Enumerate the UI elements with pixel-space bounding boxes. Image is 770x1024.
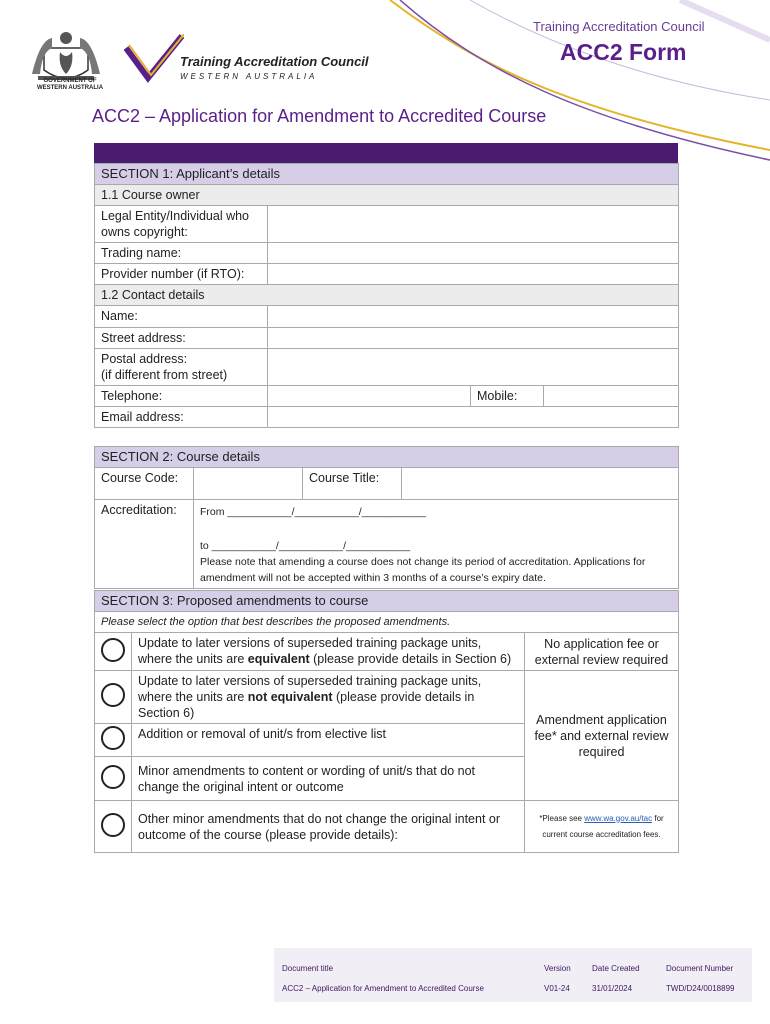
tac-checkmark-logo xyxy=(124,34,184,84)
option4-text: Minor amendments to content or wording of unit/s that do not change the original intent or outcome xyxy=(132,757,525,801)
accreditation-note: Please note that amending a course does not change its period of accreditation. Applications for amendment will not be accepted within 3 months of a course’s expiry date. xyxy=(200,556,646,584)
accreditation-label: Accreditation: xyxy=(95,500,194,589)
mobile-label: Mobile: xyxy=(471,386,544,407)
fee-note: *Please see www.wa.gov.au/tac for current course accreditation fees. xyxy=(525,801,679,853)
postal-address-field[interactable] xyxy=(268,349,679,386)
section1-table xyxy=(94,163,679,428)
course-title-field[interactable] xyxy=(402,468,679,500)
postal-address-note: (if different from street) xyxy=(101,368,228,382)
footer-created-header: Date Created xyxy=(592,964,640,973)
option4-cell xyxy=(95,757,132,801)
fee-no-review: No application fee or external review required xyxy=(525,633,679,671)
trading-name-label: Trading name: xyxy=(95,243,268,264)
footer-number: TWD/D24/0018899 xyxy=(666,984,735,993)
option1-radio[interactable] xyxy=(101,638,125,662)
course-owner-heading: 1.1 Course owner xyxy=(95,185,679,206)
document-footer xyxy=(274,948,752,1002)
email-field[interactable] xyxy=(268,407,679,428)
section2-heading: SECTION 2: Course details xyxy=(95,447,679,468)
footer-created: 31/01/2024 xyxy=(592,984,633,993)
section3-table xyxy=(94,590,679,853)
telephone-field[interactable] xyxy=(268,386,471,407)
section3-heading: SECTION 3: Proposed amendments to course xyxy=(95,591,679,612)
accreditation-dates xyxy=(194,500,679,589)
section1-heading: SECTION 1: Applicant’s details xyxy=(95,164,679,185)
course-title-label: Course Title: xyxy=(303,468,402,500)
option3-cell xyxy=(95,724,132,757)
mobile-field[interactable] xyxy=(544,386,679,407)
provider-number-field[interactable] xyxy=(268,264,679,285)
name-label: Name: xyxy=(95,306,268,328)
tac-subtitle: WESTERN AUSTRALIA xyxy=(180,72,318,81)
contact-details-heading: 1.2 Contact details xyxy=(95,285,679,306)
option2-radio[interactable] xyxy=(101,683,125,707)
accreditation-to[interactable]: to ___________/___________/___________ xyxy=(200,540,411,552)
option1-text: Update to later versions of superseded training package units, where the units are equivalent (please provide details in Section 6) xyxy=(132,633,525,671)
option5-text: Other minor amendments that do not change the original intent or outcome of the course (please provide details): xyxy=(132,801,525,853)
form-code: ACC2 Form xyxy=(560,39,687,65)
document-title: ACC2 – Application for Amendment to Accredited Course xyxy=(92,106,547,126)
option3-text: Addition or removal of unit/s from elective list xyxy=(132,724,525,757)
option4-radio[interactable] xyxy=(101,765,125,789)
course-code-label: Course Code: xyxy=(95,468,194,500)
email-label: Email address: xyxy=(95,407,268,428)
street-address-field[interactable] xyxy=(268,328,679,349)
option2-text: Update to later versions of superseded training package units, where the units are not equivalent (please provide details in Section 6) xyxy=(132,671,525,724)
tac-name: Training Accreditation Council xyxy=(180,54,369,69)
provider-number-label: Provider number (if RTO): xyxy=(95,264,268,285)
section2-table xyxy=(94,446,679,589)
footer-title-header: Document title xyxy=(282,964,334,973)
accreditation-from[interactable]: From ___________/___________/___________ xyxy=(200,506,426,518)
footer-title: ACC2 – Application for Amendment to Accredited Course xyxy=(282,984,484,993)
postal-address-text: Postal address: xyxy=(101,352,188,366)
option3-radio[interactable] xyxy=(101,726,125,750)
tac-fees-link[interactable]: www.wa.gov.au/tac xyxy=(584,813,653,823)
legal-entity-label: Legal Entity/Individual who owns copyright: xyxy=(95,206,268,243)
name-field[interactable] xyxy=(268,306,679,328)
footer-version-header: Version xyxy=(544,964,571,973)
footer-number-header: Document Number xyxy=(666,964,734,973)
footer-version: V01-24 xyxy=(544,984,570,993)
option5-cell xyxy=(95,801,132,853)
option1-cell xyxy=(95,633,132,671)
title-bar xyxy=(94,143,678,163)
government-logo-text: GOVERNMENT OF WESTERN AUSTRALIA xyxy=(36,78,104,91)
telephone-label: Telephone: xyxy=(95,386,268,407)
legal-entity-field[interactable] xyxy=(268,206,679,243)
street-address-label: Street address: xyxy=(95,328,268,349)
course-code-field[interactable] xyxy=(194,468,303,500)
option2-cell xyxy=(95,671,132,724)
section3-instruction: Please select the option that best describes the proposed amendments. xyxy=(95,612,679,633)
fee-with-review: Amendment application fee* and external review required xyxy=(525,671,679,801)
option5-radio[interactable] xyxy=(101,813,125,837)
header-council: Training Accreditation Council xyxy=(533,19,705,34)
trading-name-field[interactable] xyxy=(268,243,679,264)
postal-address-label xyxy=(95,349,268,386)
